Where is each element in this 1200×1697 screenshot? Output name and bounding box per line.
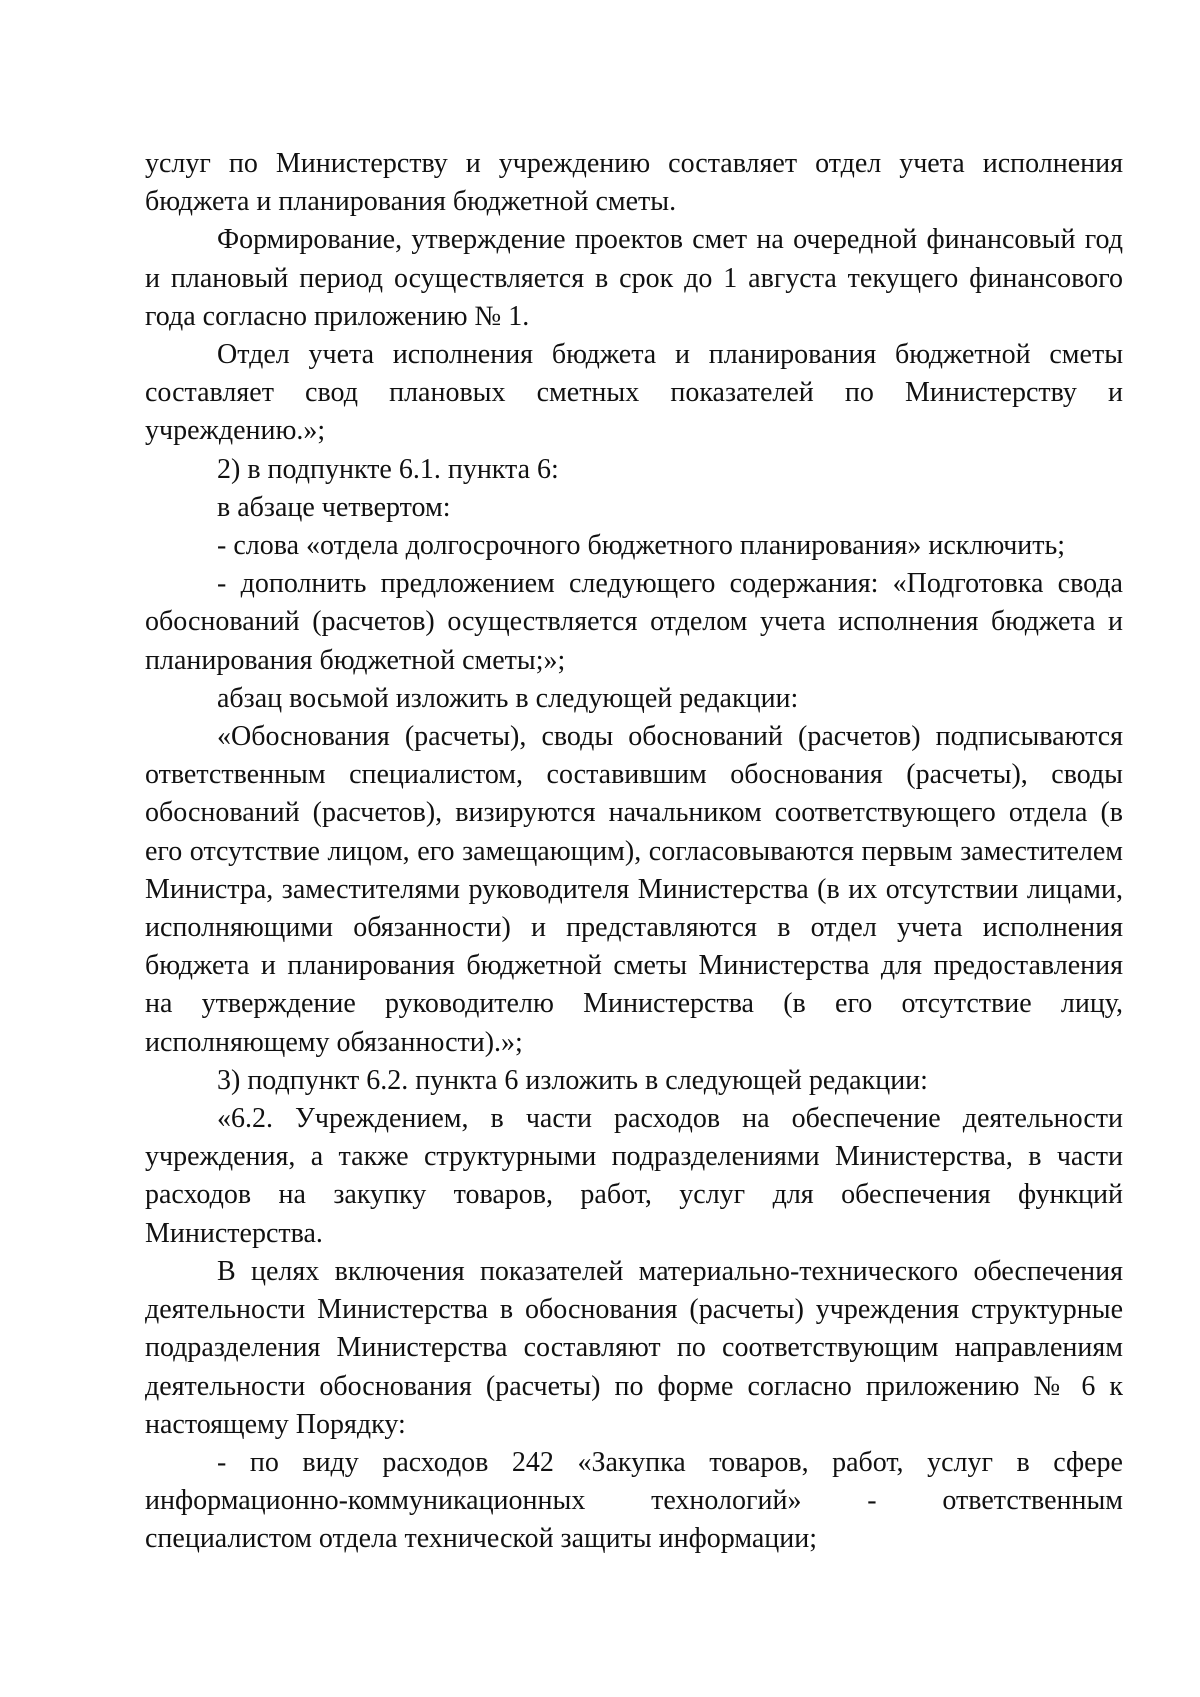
paragraph-estimate-deadline: Формирование, утверждение проектов смет на очередной финансовый год и плановый период осуществляется в срок до 1 августа текущего финансового года согласно приложению № 1. — [145, 224, 1123, 332]
paragraph-subitem-6-2: «6.2. Учреждением, в части расходов на обеспечение деятельности учреждения, а также структурными подразделениями Министерства, в части расходов на закупку товаров, работ, услуг для обеспечения функций Министерства. — [145, 1103, 1123, 1249]
paragraph-item-3: 3) подпункт 6.2. пункта 6 изложить в следующей редакции: — [217, 1064, 928, 1096]
paragraph-item-2: 2) в подпункте 6.1. пункта 6: — [217, 453, 559, 485]
paragraph-continuation: услуг по Министерству и учреждению составляет отдел учета исполнения бюджета и планирования бюджетной сметы. — [145, 148, 1123, 218]
paragraph-expense-242-line-3: специалистом отдела технической защиты информации; — [145, 1523, 818, 1555]
paragraph-justifications-signing: «Обоснования (расчеты), своды обоснований (расчетов) подписываются ответственным специалистом, составившим обоснования (расчеты), своды обоснований (расчетов), визируются начальником соответствующего отдела (в его отсутствие лицом, его замещающим), согласовываются первым заместителем Министра, заместителями руководителя Министерства (в их отсутствии лицами, исполняющими обязанности) и представляются в отдел учета исполнения бюджета и планирования бюджетной сметы Министерства для предоставления на утверждение руководителю Министерства (в его отсутствие лицу, исполняющему обязанности).»; — [145, 721, 1123, 1058]
paragraph-expense-242-line-1: - по виду расходов 242 «Закупка товаров, работ, услуг в сфере — [217, 1446, 1123, 1478]
paragraph-expense-242-line-2: информационно-коммуникационных технологий» - ответственным — [145, 1485, 1123, 1517]
paragraph-fourth-clause: в абзаце четвертом: — [217, 491, 451, 523]
paragraph-exclude-words: - слова «отдела долгосрочного бюджетного планирования» исключить; — [217, 530, 1066, 562]
paragraph-budget-department: Отдел учета исполнения бюджета и планирования бюджетной сметы составляет свод плановых сметных показателей по Министерству и учреждению.»; — [145, 339, 1123, 447]
paragraph-eighth-clause: абзац восьмой изложить в следующей редакции: — [217, 682, 799, 714]
paragraph-add-sentence: - дополнить предложением следующего содержания: «Подготовка свода обоснований (расчетов) осуществляется отделом учета исполнения бюджета и планирования бюджетной сметы;»; — [145, 568, 1123, 676]
document-page — [145, 145, 1123, 1559]
paragraph-material-support: В целях включения показателей материально-технического обеспечения деятельности Министерства в обоснования (расчеты) учреждения структурные подразделения Министерства составляют по соответствующим направлениям деятельности обоснования (расчеты) по форме согласно приложению № 6 к настоящему Порядку: — [145, 1255, 1123, 1440]
